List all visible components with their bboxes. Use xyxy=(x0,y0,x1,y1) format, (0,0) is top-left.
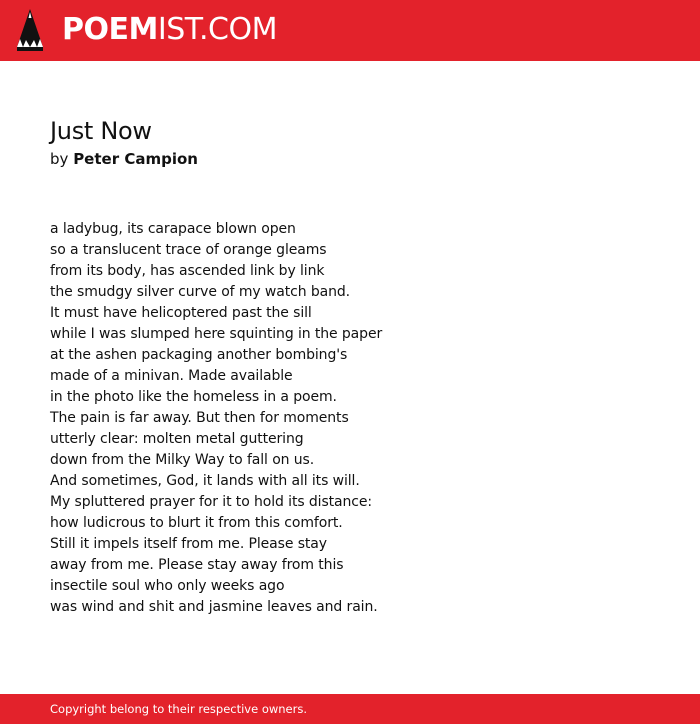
site-header xyxy=(0,0,700,61)
poem-line: was wind and shit and jasmine leaves and rain. xyxy=(50,599,378,615)
poem-line: Still it impels itself from me. Please stay xyxy=(50,536,327,552)
poem-line: how ludicrous to blurt it from this comfort. xyxy=(50,515,343,531)
site-footer xyxy=(0,694,700,724)
poem-line: from its body, has ascended link by link xyxy=(50,263,325,279)
poem-byline xyxy=(50,149,198,169)
poem-line: a ladybug, its carapace blown open xyxy=(50,221,296,237)
poem-line: while I was slumped here squinting in the paper xyxy=(50,326,383,342)
author-name: Peter Campion xyxy=(73,150,198,168)
poem-line: insectile soul who only weeks ago xyxy=(50,578,285,594)
pencil-tip-icon[interactable] xyxy=(17,9,43,51)
poem-line: away from me. Please stay away from this xyxy=(50,557,344,573)
copyright-notice: Copyright belong to their respective owners. xyxy=(50,702,308,716)
poem-line: It must have helicoptered past the sill xyxy=(50,305,312,321)
poem-line: down from the Milky Way to fall on us. xyxy=(50,452,315,468)
poem-line: at the ashen packaging another bombing's xyxy=(50,347,348,363)
poem-line: the smudgy silver curve of my watch band. xyxy=(50,284,351,300)
poem-line: in the photo like the homeless in a poem. xyxy=(50,389,337,405)
poem-title: Just Now xyxy=(50,117,152,145)
poem-line: utterly clear: molten metal guttering xyxy=(50,431,304,447)
poem-body xyxy=(50,219,470,618)
poem-line: My spluttered prayer for it to hold its distance: xyxy=(50,494,373,510)
poem-line: so a translucent trace of orange gleams xyxy=(50,242,327,258)
poem-line: And sometimes, God, it lands with all its will. xyxy=(50,473,360,489)
brand-bold-text: POEM xyxy=(62,12,158,47)
poem-line: made of a minivan. Made available xyxy=(50,368,293,384)
site-logo[interactable] xyxy=(62,12,277,48)
poem-line: The pain is far away. But then for moments xyxy=(50,410,349,426)
by-label: by xyxy=(50,150,69,168)
brand-light-text: IST.COM xyxy=(157,12,277,47)
